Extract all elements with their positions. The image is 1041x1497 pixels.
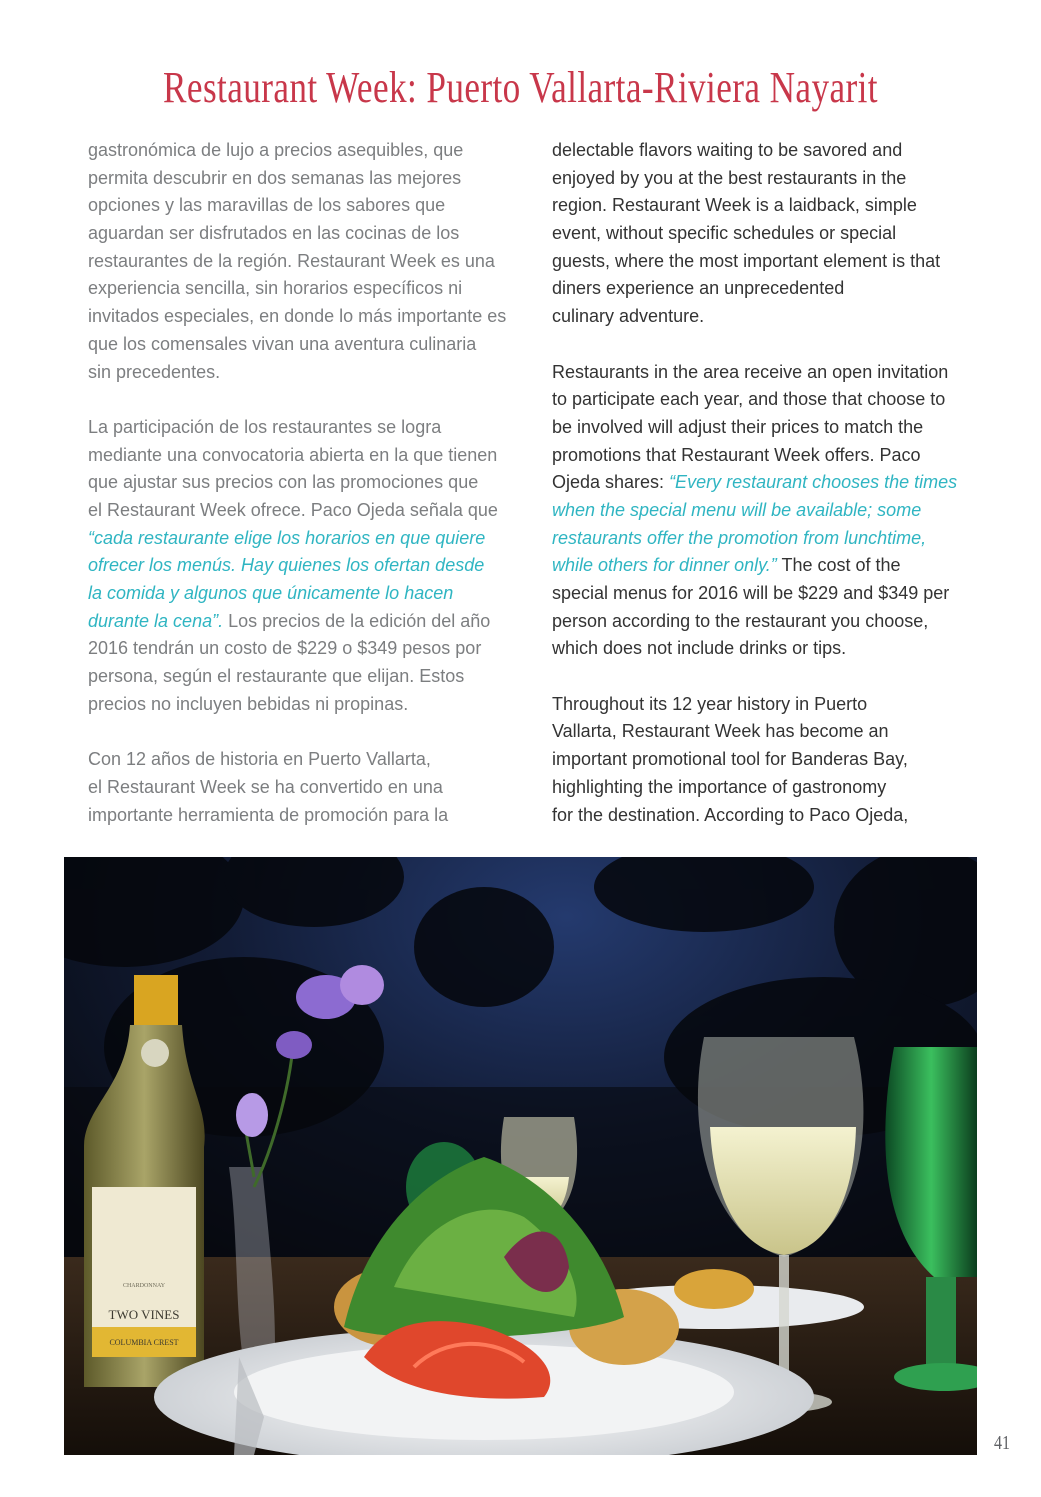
text-line: mediante una convocatoria abierta en la que tienen bbox=[88, 444, 498, 465]
quote-line: when the special menu will be available; some bbox=[552, 499, 922, 520]
page-number: 41 bbox=[994, 1432, 1010, 1454]
text-line: special menus for 2016 will be $229 and $349 per bbox=[552, 583, 950, 603]
text-line: highlighting the importance of gastronomy bbox=[552, 776, 887, 797]
quote-line: restaurants offer the promotion from lunchtime, bbox=[552, 527, 927, 548]
text-line: persona, según el restaurante que elijan. Estos bbox=[88, 666, 465, 687]
text-line: el Restaurant Week ofrece. Paco Ojeda señala que bbox=[88, 499, 498, 520]
quote-line: la comida y algunos que únicamente lo hacen bbox=[88, 583, 454, 603]
text-fragment: The cost of the bbox=[776, 555, 901, 576]
text-line: que los comensales vivan una aventura culinaria bbox=[88, 333, 477, 354]
text-line: Throughout its 12 year history in Puerto bbox=[552, 693, 868, 714]
text-line: promotions that Restaurant Week offers. Paco bbox=[552, 444, 921, 465]
text-line: delectable flavors waiting to be savored and bbox=[552, 140, 903, 160]
text-line: precios no incluyen bebidas ni propinas. bbox=[88, 693, 409, 714]
text-line: gastronómica de lujo a precios asequibles, que bbox=[88, 140, 464, 160]
text-line: be involved will adjust their prices to match the bbox=[552, 416, 924, 437]
text-line: important promotional tool for Banderas Bay, bbox=[552, 749, 908, 770]
text-line: guests, where the most important element is that bbox=[552, 250, 941, 271]
quote-end: durante la cena”. bbox=[88, 610, 224, 631]
english-column bbox=[552, 137, 962, 829]
quote-start: “Every restaurant chooses the times bbox=[669, 472, 958, 493]
text-line: for the destination. According to Paco Ojeda, bbox=[552, 804, 909, 825]
bottle-label-varietal: CHARDONNAY bbox=[122, 1283, 166, 1289]
bottle-label-brand: TWO VINES bbox=[108, 1307, 180, 1322]
text-line: 2016 tendrán un costo de $229 o $349 pesos por bbox=[88, 638, 482, 659]
text-line: Con 12 años de historia en Puerto Vallarta, bbox=[88, 749, 431, 770]
text-fragment: Ojeda shares: bbox=[552, 472, 670, 493]
text-line: importante herramienta de promoción para la bbox=[88, 804, 449, 825]
page-title: Restaurant Week: Puerto Vallarta-Riviera Nayarit bbox=[163, 63, 878, 112]
text-fragment: Los precios de la edición del año bbox=[223, 610, 491, 631]
text-line: experiencia sencilla, sin horarios específicos ni bbox=[88, 278, 463, 299]
quote-line: “cada restaurante elige los horarios en que quiere bbox=[88, 527, 486, 548]
text-line bbox=[552, 552, 962, 580]
text-line: person according to the restaurant you choose, bbox=[552, 610, 929, 631]
text-line: permita descubrir en dos semanas las mejores bbox=[88, 167, 462, 188]
text-line: enjoyed by you at the best restaurants in the bbox=[552, 167, 907, 188]
text-line: diners experience an unprecedented bbox=[552, 278, 845, 299]
text-line: aguardan ser disfrutados en las cocinas de los bbox=[88, 223, 460, 244]
bottle-label-maker: COLUMBIA CREST bbox=[109, 1338, 179, 1347]
text-line: event, without specific schedules or special bbox=[552, 223, 897, 244]
text-line bbox=[88, 608, 508, 636]
text-line: restaurantes de la región. Restaurant Week es una bbox=[88, 250, 495, 271]
text-line: opciones y las maravillas de los sabores que bbox=[88, 195, 446, 216]
spanish-column bbox=[88, 137, 508, 829]
restaurant-photo bbox=[64, 857, 977, 1455]
text-line: sin precedentes. bbox=[88, 361, 221, 382]
text-line: to participate each year, and those that choose to bbox=[552, 389, 946, 410]
text-line: La participación de los restaurantes se logra bbox=[88, 416, 442, 437]
text-line: culinary adventure. bbox=[552, 306, 705, 327]
quote-line: ofrecer los menús. Hay quienes los ofertan desde bbox=[88, 555, 485, 576]
text-line: Vallarta, Restaurant Week has become an bbox=[552, 721, 889, 742]
text-line: que ajustar sus precios con las promociones que bbox=[88, 472, 479, 493]
text-line: invitados especiales, en donde lo más importante es bbox=[88, 306, 507, 327]
text-line: region. Restaurant Week is a laidback, simple bbox=[552, 195, 917, 216]
text-line: el Restaurant Week se ha convertido en una bbox=[88, 776, 443, 797]
photo-illustration bbox=[64, 857, 977, 1455]
quote-end: while others for dinner only.” bbox=[552, 555, 777, 576]
back-dish bbox=[674, 1269, 754, 1309]
text-line: which does not include drinks or tips. bbox=[552, 638, 847, 659]
text-line bbox=[552, 469, 962, 497]
text-line: Restaurants in the area receive an open invitation bbox=[552, 361, 949, 382]
